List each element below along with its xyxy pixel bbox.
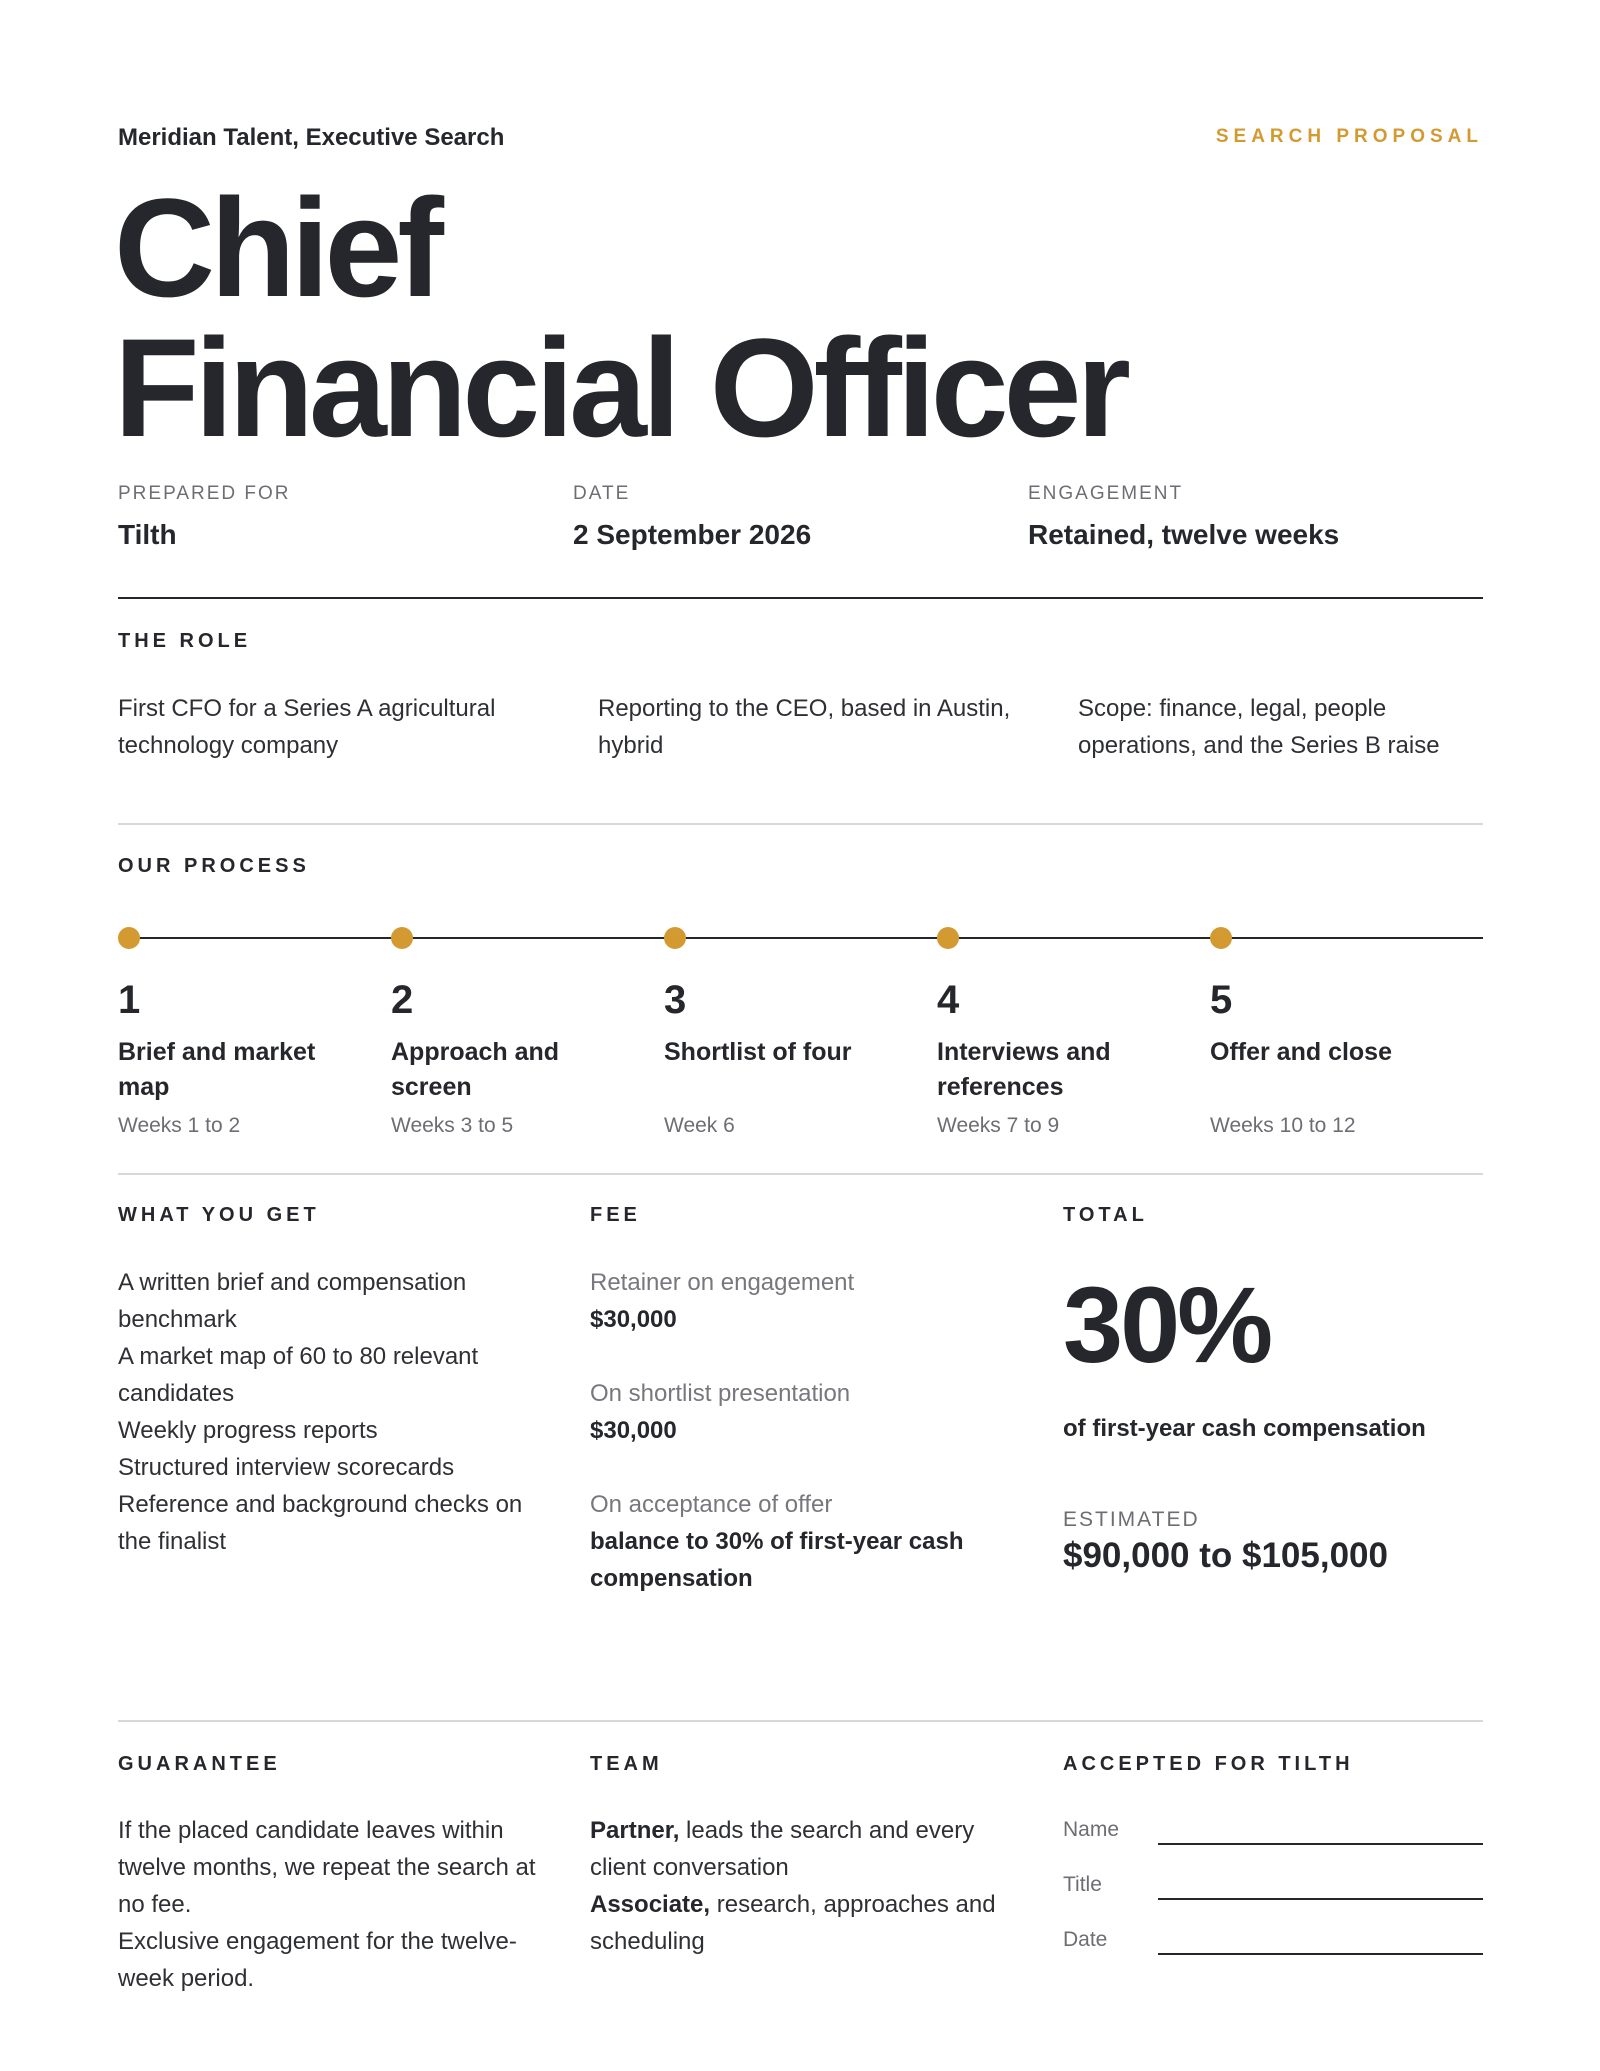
signature-title-field[interactable] <box>1063 1865 1483 1905</box>
team-role: Associate, <box>590 1891 711 1918</box>
fee-label: On shortlist presentation <box>590 1380 851 1407</box>
firm-name: Meridian Talent, Executive Search <box>118 124 505 151</box>
title-line-1: Chief <box>114 169 439 326</box>
step-weeks: Weeks 10 to 12 <box>1210 1114 1356 1137</box>
step-title: Interviews and references <box>937 1038 1111 1101</box>
list-item: Structured interview scorecards <box>118 1454 455 1481</box>
step-dot <box>1210 927 1232 949</box>
estimated-label: ESTIMATED <box>1063 1508 1200 1531</box>
deliverables-list <box>118 1264 538 1560</box>
fee-label: Retainer on engagement <box>590 1269 855 1296</box>
role-item-2: Reporting to the CEO, based in Austin, hybrid <box>598 695 1011 759</box>
exclusivity-paragraph: Exclusive engagement for the twelve-week period. <box>118 1928 517 1992</box>
signature-name-field[interactable] <box>1063 1810 1483 1850</box>
prepared-for-value: Tilth <box>118 519 177 550</box>
guarantee-section-label: GUARANTEE <box>118 1753 281 1775</box>
role-section-label: THE ROLE <box>118 630 252 652</box>
step-number: 3 <box>664 978 687 1022</box>
fee-section-label: FEE <box>590 1204 641 1226</box>
date-field-label: Date <box>1063 1928 1108 1951</box>
fee-value: $30,000 <box>590 1417 677 1444</box>
title-line-2: Financial Officer <box>114 309 1126 466</box>
team-role: Partner, <box>590 1817 680 1844</box>
role-item-3: Scope: finance, legal, people operations, and the Series B raise <box>1078 695 1440 759</box>
divider-dark <box>118 597 1483 599</box>
title-label: Title <box>1063 1873 1102 1896</box>
step-title: Shortlist of four <box>664 1038 852 1066</box>
team-section-label: TEAM <box>590 1753 663 1775</box>
engagement-value: Retained, twelve weeks <box>1028 519 1340 550</box>
team-description: leads the search and every client conversation <box>590 1817 975 1881</box>
total-section-label: TOTAL <box>1063 1204 1148 1226</box>
title-signature-line[interactable] <box>1158 1898 1483 1900</box>
guarantee-paragraph: If the placed candidate leaves within twelve months, we repeat the search at no fee. <box>118 1817 536 1918</box>
step-dot <box>937 927 959 949</box>
team-description: research, approaches and scheduling <box>590 1891 996 1955</box>
step-dot <box>391 927 413 949</box>
step-number: 5 <box>1210 978 1233 1022</box>
date-value: 2 September 2026 <box>573 519 812 550</box>
fee-value: $30,000 <box>590 1306 677 1333</box>
team-member <box>590 1812 1010 1886</box>
step-number: 1 <box>118 978 141 1022</box>
fee-schedule <box>590 1264 1010 1634</box>
step-dot <box>118 927 140 949</box>
name-label: Name <box>1063 1818 1120 1841</box>
step-number: 2 <box>391 978 414 1022</box>
fee-label: On acceptance of offer <box>590 1491 833 1518</box>
deliverables-section-label: WHAT YOU GET <box>118 1204 320 1226</box>
process-section-label: OUR PROCESS <box>118 855 310 877</box>
step-dot <box>664 927 686 949</box>
meta-engagement <box>1028 483 1339 551</box>
team-member <box>590 1886 1010 1960</box>
role-item-1: First CFO for a Series A agricultural technology company <box>118 695 496 759</box>
header <box>118 120 1483 160</box>
meta-date <box>573 483 811 551</box>
guarantee-text <box>118 1812 548 1997</box>
document-type: SEARCH PROPOSAL <box>1215 126 1483 147</box>
timeline-line <box>128 937 1483 939</box>
list-item: Weekly progress reports <box>118 1417 378 1444</box>
step-weeks: Weeks 3 to 5 <box>391 1114 514 1137</box>
list-item: A market map of 60 to 80 relevant candidates <box>118 1343 479 1407</box>
list-item: A written brief and compensation benchmark <box>118 1269 467 1333</box>
fee-item <box>590 1264 1010 1338</box>
estimated-value: $90,000 to $105,000 <box>1063 1536 1388 1575</box>
step-title: Brief and market map <box>118 1038 316 1101</box>
date-signature-line[interactable] <box>1158 1953 1483 1955</box>
team-list <box>590 1812 1010 1960</box>
total-percentage: 30% <box>1063 1264 1271 1385</box>
step-title: Approach and screen <box>391 1038 560 1101</box>
meta-prepared-for <box>118 483 291 551</box>
proposal-page <box>114 0 1483 2071</box>
list-item: Reference and background checks on the finalist <box>118 1491 523 1555</box>
step-title: Offer and close <box>1210 1038 1392 1066</box>
fee-item <box>590 1375 1010 1449</box>
meta-row <box>118 483 1483 563</box>
fee-item <box>590 1486 1010 1597</box>
step-weeks: Weeks 7 to 9 <box>937 1114 1060 1137</box>
page-title <box>114 169 1126 466</box>
name-signature-line[interactable] <box>1158 1843 1483 1845</box>
divider <box>118 1173 1483 1175</box>
step-weeks: Weeks 1 to 2 <box>118 1114 241 1137</box>
signature-date-field[interactable] <box>1063 1920 1483 1960</box>
step-number: 4 <box>937 978 960 1022</box>
divider <box>118 823 1483 825</box>
divider <box>118 1720 1483 1722</box>
date-label: DATE <box>573 483 631 504</box>
engagement-label: ENGAGEMENT <box>1028 483 1184 504</box>
total-subtitle: of first-year cash compensation <box>1063 1415 1426 1442</box>
fee-value: balance to 30% of first-year cash compensation <box>590 1528 964 1592</box>
acceptance-section-label: ACCEPTED FOR TILTH <box>1063 1753 1354 1775</box>
step-weeks: Week 6 <box>664 1114 735 1137</box>
prepared-for-label: PREPARED FOR <box>118 483 291 504</box>
